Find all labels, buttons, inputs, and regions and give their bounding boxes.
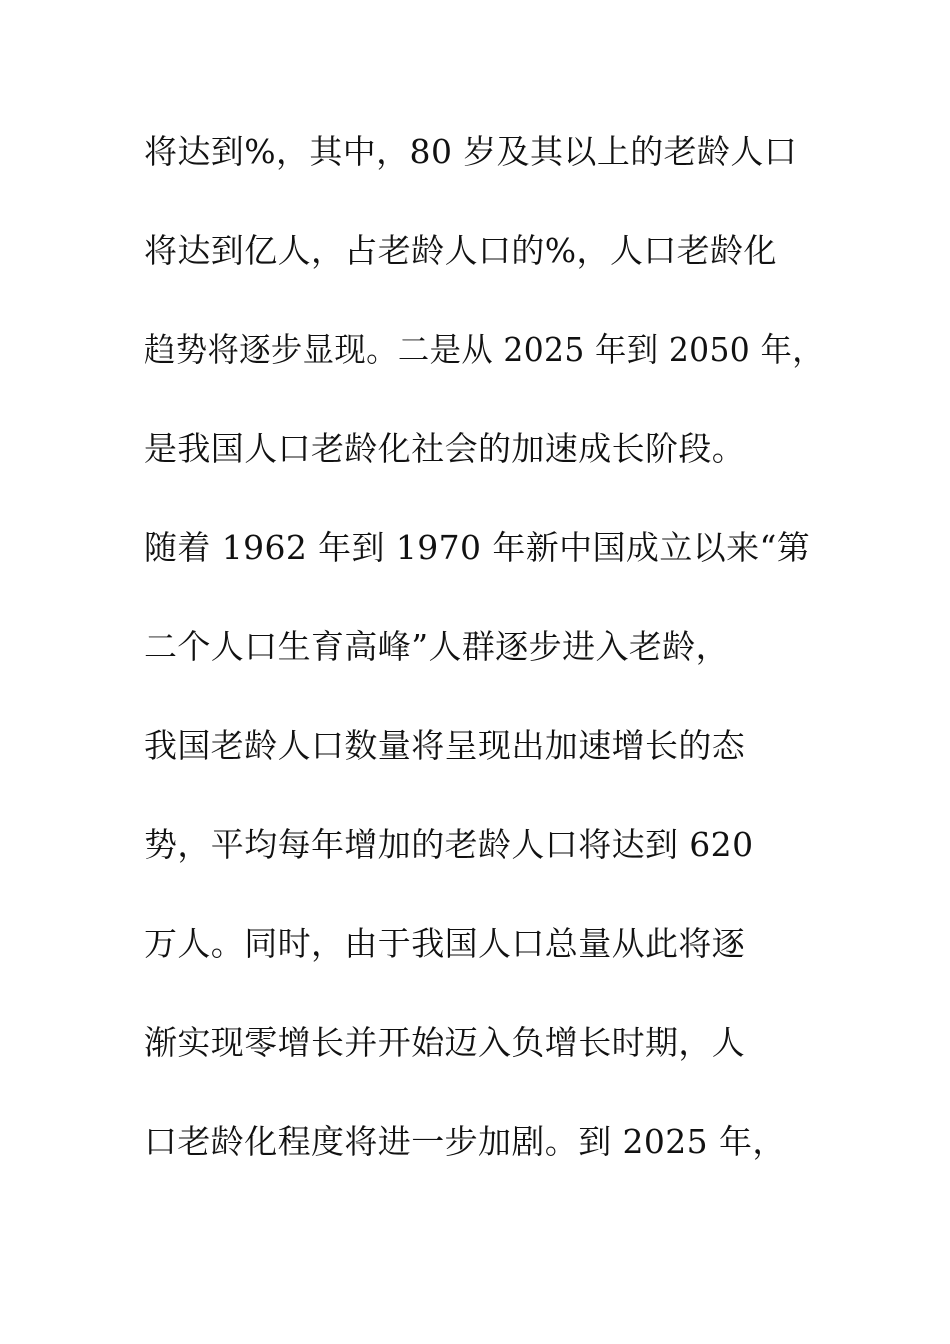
text-line-10: 渐实现零增长并开始迈入负增长时期，人 [144, 1023, 746, 1062]
text-line-1: 将达到%，其中，80 岁及其以上的老龄人口 [144, 132, 798, 171]
text-line-2: 将达到亿人，占老龄人口的%，人口老龄化 [144, 231, 777, 270]
text-line-8: 势，平均每年增加的老龄人口将达到 620 [144, 825, 754, 864]
text-line-4: 是我国人口老龄化社会的加速成长阶段。 [144, 429, 746, 468]
text-line-6: 二个人口生育高峰”人群逐步进入老龄， [144, 627, 730, 666]
text-line-7: 我国老龄人口数量将呈现出加速增长的态 [144, 726, 746, 765]
body-paragraph [144, 120, 824, 1209]
text-line-11: 口老龄化程度将进一步加剧。到 2025 年， [144, 1122, 786, 1161]
text-line-3: 趋势将逐步显现。二是从 2025 年到 2050 年， [144, 330, 824, 369]
text-line-5: 随着 1962 年到 1970 年新中国成立以来“第 [144, 528, 811, 567]
text-line-9: 万人。同时，由于我国人口总量从此将逐 [144, 924, 746, 963]
